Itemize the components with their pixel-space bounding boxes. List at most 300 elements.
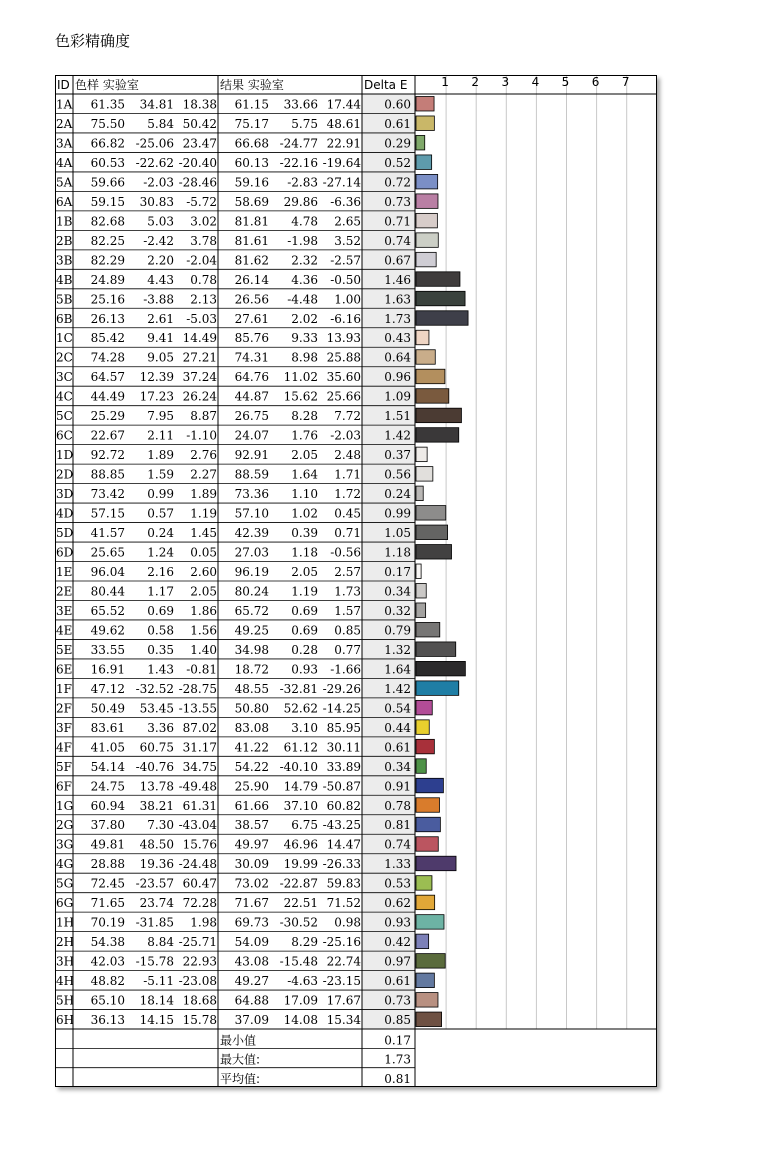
result-lab-value: 0.69 [291, 603, 318, 618]
result-lab-value: 6.75 [291, 818, 318, 833]
delta-e-value: 0.24 [384, 487, 411, 502]
delta-e-value: 0.73 [384, 194, 411, 209]
delta-e-value: 0.43 [384, 331, 411, 346]
row-id: 4A [56, 155, 73, 170]
sample-lab-value: 72.45 [90, 876, 125, 891]
sample-lab-value: 80.44 [90, 584, 125, 599]
result-lab-value: 48.55 [234, 681, 269, 696]
sample-lab-value: 27.21 [182, 350, 217, 365]
sample-lab-value: 25.29 [90, 409, 125, 424]
result-lab-value: 15.62 [283, 389, 318, 404]
delta-e-bar [416, 350, 435, 364]
sample-lab-value: -0.81 [186, 662, 217, 677]
result-lab-value: 17.44 [326, 97, 361, 112]
delta-e-bar [416, 291, 465, 305]
row-id: 1F [56, 681, 72, 696]
row-id: 2F [56, 701, 72, 716]
result-lab-value: 1.76 [291, 428, 318, 443]
delta-e-value: 1.42 [384, 681, 411, 696]
delta-e-value: 0.17 [384, 565, 411, 579]
delta-e-bar [416, 135, 425, 149]
delta-e-bar [416, 194, 438, 208]
sample-lab-value: 47.12 [90, 681, 125, 696]
sample-lab-value: 1.89 [147, 448, 174, 463]
sample-lab-value: 38.21 [139, 798, 174, 813]
row-id: 5B [56, 292, 73, 307]
sample-lab-value: 9.41 [147, 331, 174, 346]
row-id: 6E [56, 662, 73, 677]
result-lab-value: 25.90 [234, 779, 269, 794]
delta-e-bar [416, 545, 452, 559]
delta-e-bar [416, 467, 433, 481]
sample-lab-value: -3.88 [143, 292, 174, 307]
result-lab-value: -1.66 [330, 662, 361, 677]
sample-lab-value: 54.38 [90, 935, 125, 950]
sample-lab-value: 65.10 [90, 993, 125, 1008]
delta-e-bar [416, 798, 439, 812]
delta-e-bar [416, 233, 438, 247]
summary-label: 平均值: [220, 1072, 261, 1086]
sample-lab-value: 82.29 [90, 253, 125, 268]
sample-lab-value: 12.39 [139, 370, 174, 385]
row-id: 3F [56, 720, 72, 735]
result-lab-value: -29.26 [322, 681, 361, 696]
sample-lab-value: -28.46 [178, 175, 217, 190]
result-lab-value: 7.72 [334, 409, 361, 424]
delta-e-value: 0.96 [384, 370, 411, 385]
delta-e-bar [416, 817, 440, 831]
delta-e-bar [416, 837, 438, 851]
result-lab-value: 52.62 [283, 701, 318, 716]
delta-e-bar [416, 1012, 442, 1026]
result-lab-value: 69.73 [234, 915, 269, 930]
delta-e-value: 0.61 [384, 116, 411, 131]
sample-lab-value: 3.78 [190, 233, 217, 248]
tick-label: 2 [471, 75, 480, 89]
sample-lab-value: -2.03 [143, 175, 174, 190]
row-id: 5D [56, 526, 74, 541]
sample-lab-value: 2.61 [147, 311, 174, 326]
sample-lab-value: 0.05 [190, 545, 217, 560]
result-lab-value: 1.10 [291, 487, 318, 502]
sample-lab-value: 22.93 [182, 954, 217, 969]
result-lab-value: 42.39 [234, 526, 269, 541]
delta-e-value: 0.97 [384, 954, 411, 969]
result-lab-value: 22.51 [283, 896, 318, 911]
row-id: 2C [56, 350, 73, 365]
delta-e-bar [416, 408, 461, 422]
delta-e-bar [416, 428, 459, 442]
sample-lab-value: 96.04 [90, 565, 125, 579]
sample-lab-value: 15.78 [182, 1013, 217, 1028]
result-lab-value: 25.66 [326, 389, 361, 404]
sample-lab-value: 2.20 [147, 253, 174, 268]
row-id: 5A [56, 175, 73, 190]
delta-e-bar [416, 252, 436, 266]
delta-e-value: 0.85 [384, 1013, 411, 1028]
result-lab-value: 64.88 [234, 993, 269, 1008]
delta-e-value: 1.64 [384, 662, 411, 677]
sample-lab-value: 92.72 [90, 448, 125, 463]
result-lab-value: 15.34 [326, 1013, 361, 1028]
sample-lab-value: -23.57 [135, 876, 174, 891]
result-lab-value: -22.87 [279, 876, 318, 891]
result-lab-value: 85.76 [234, 331, 269, 346]
sample-lab-value: 36.13 [90, 1013, 125, 1028]
sample-lab-value: 8.87 [190, 409, 217, 424]
result-lab-value: 0.28 [291, 642, 318, 657]
result-lab-value: 64.76 [234, 370, 269, 385]
result-lab-value: 81.62 [234, 253, 269, 268]
delta-e-bar [416, 330, 429, 344]
result-lab-value: 8.98 [291, 350, 318, 365]
sample-lab-value: -25.06 [135, 136, 174, 151]
result-lab-value: 4.78 [291, 214, 318, 229]
delta-e-value: 0.91 [384, 779, 411, 794]
sample-lab-value: -24.48 [178, 857, 217, 872]
result-lab-value: 2.57 [334, 565, 361, 579]
result-lab-value: 29.86 [283, 194, 318, 209]
result-lab-value: 27.03 [234, 545, 269, 560]
header-result: 结果 实验室 [220, 78, 284, 92]
sample-lab-value: 7.95 [147, 409, 174, 424]
sample-lab-value: -5.72 [186, 194, 217, 209]
result-lab-value: 17.09 [283, 993, 318, 1008]
row-id: 1E [56, 565, 73, 579]
sample-lab-value: 60.53 [90, 155, 125, 170]
sample-lab-value: -43.04 [178, 818, 217, 833]
delta-e-bar [416, 973, 434, 987]
sample-lab-value: 18.14 [139, 993, 174, 1008]
delta-e-bar [416, 155, 432, 169]
result-lab-value: 26.75 [234, 409, 269, 424]
row-id: 1D [56, 448, 74, 463]
result-lab-value: 73.36 [234, 487, 269, 502]
result-lab-value: -25.16 [322, 935, 361, 950]
sample-lab-value: 53.45 [139, 701, 174, 716]
row-id: 6B [56, 311, 73, 326]
row-id: 1A [56, 97, 73, 112]
delta-e-value: 0.71 [384, 214, 411, 229]
sample-lab-value: 15.76 [182, 837, 217, 852]
result-lab-value: -23.15 [322, 974, 361, 989]
result-lab-value: 3.10 [291, 720, 318, 735]
result-lab-value: 1.72 [334, 487, 361, 502]
result-lab-value: 0.39 [291, 526, 318, 541]
row-id: 4G [56, 857, 74, 872]
result-lab-value: 27.61 [234, 311, 269, 326]
row-id: 2D [56, 467, 74, 482]
row-id: 3G [56, 837, 74, 852]
tick-label: 1 [441, 75, 449, 89]
result-lab-value: 0.71 [334, 526, 361, 541]
result-lab-value: 2.48 [334, 448, 361, 463]
row-id: 6F [56, 779, 72, 794]
sample-lab-value: 25.16 [90, 292, 125, 307]
result-lab-value: -0.56 [330, 545, 361, 560]
delta-e-bar [416, 720, 429, 734]
delta-e-value: 0.34 [384, 584, 411, 599]
result-lab-value: -4.48 [287, 292, 318, 307]
sample-lab-value: -1.10 [186, 428, 217, 443]
result-lab-value: 25.88 [326, 350, 361, 365]
result-lab-value: 0.45 [334, 506, 361, 521]
result-lab-value: 50.80 [234, 701, 269, 716]
row-id: 2B [56, 233, 73, 248]
result-lab-value: 30.11 [326, 740, 361, 755]
row-id: 3B [56, 253, 73, 268]
result-lab-value: -30.52 [279, 915, 318, 930]
sample-lab-value: 85.42 [90, 331, 125, 346]
result-lab-value: 59.83 [326, 876, 361, 891]
delta-e-value: 1.32 [384, 642, 411, 657]
sample-lab-value: 16.91 [90, 662, 125, 677]
delta-e-bar [416, 389, 449, 403]
sample-lab-value: 2.16 [147, 565, 174, 579]
delta-e-bar [416, 213, 437, 227]
result-lab-value: 59.16 [234, 175, 269, 190]
delta-e-bar [416, 603, 426, 617]
result-lab-value: 66.68 [234, 136, 269, 151]
sample-lab-value: -5.11 [143, 974, 174, 989]
header-delta: Delta E [364, 78, 408, 92]
sample-lab-value: 75.50 [90, 116, 125, 131]
sample-lab-value: -20.40 [178, 155, 217, 170]
sample-lab-value: 48.50 [139, 837, 174, 852]
result-lab-value: 2.02 [291, 311, 318, 326]
tick-label: 3 [501, 75, 510, 89]
result-lab-value: 44.87 [234, 389, 269, 404]
sample-lab-value: 61.35 [90, 97, 125, 112]
sample-lab-value: 1.19 [190, 506, 217, 521]
row-id: 3H [56, 954, 75, 969]
sample-lab-value: 66.82 [90, 136, 125, 151]
result-lab-value: 24.07 [234, 428, 269, 443]
result-lab-value: 3.52 [334, 233, 361, 248]
sample-lab-value: 5.03 [147, 214, 174, 229]
delta-e-value: 1.46 [384, 272, 411, 287]
result-lab-value: 65.72 [234, 603, 269, 618]
row-id: 4E [56, 623, 73, 638]
delta-e-bar [416, 97, 434, 111]
row-id: 4D [56, 506, 74, 521]
result-lab-value: 37.10 [283, 798, 318, 813]
sample-lab-value: 54.14 [90, 759, 125, 774]
result-lab-value: 1.73 [334, 584, 361, 599]
summary-value: 1.73 [384, 1052, 411, 1067]
sample-lab-value: -28.75 [178, 681, 217, 696]
sample-lab-value: 50.49 [90, 701, 125, 716]
result-lab-value: 2.05 [291, 565, 318, 579]
sample-lab-value: 44.49 [90, 389, 125, 404]
result-lab-value: -24.77 [279, 136, 318, 151]
result-lab-value: 14.08 [283, 1013, 318, 1028]
result-lab-value: 57.10 [234, 506, 269, 521]
sample-lab-value: -31.85 [135, 915, 174, 930]
row-id: 3D [56, 487, 74, 502]
delta-e-value: 0.73 [384, 993, 411, 1008]
row-id: 1C [56, 331, 73, 346]
sample-lab-value: 37.24 [182, 370, 217, 385]
sample-lab-value: 34.81 [139, 97, 174, 112]
header-sample: 色样 实验室 [75, 78, 139, 92]
result-lab-value: 11.02 [283, 370, 318, 385]
sample-lab-value: 19.36 [139, 857, 174, 872]
result-lab-value: 1.18 [291, 545, 318, 560]
sample-lab-value: 3.36 [147, 720, 174, 735]
row-id: 1H [56, 915, 75, 930]
sample-lab-value: 0.35 [147, 642, 174, 657]
result-lab-value: 46.96 [283, 837, 318, 852]
sample-lab-value: 60.75 [139, 740, 174, 755]
sample-lab-value: 33.55 [90, 642, 125, 657]
delta-e-value: 0.56 [384, 467, 411, 482]
sample-lab-value: 17.23 [139, 389, 174, 404]
sample-lab-value: 1.86 [190, 603, 217, 618]
delta-e-value: 0.74 [384, 233, 411, 248]
result-lab-value: 58.69 [234, 194, 269, 209]
delta-e-value: 1.42 [384, 428, 411, 443]
result-lab-value: 33.66 [283, 97, 318, 112]
result-lab-value: 41.22 [234, 740, 269, 755]
result-lab-value: -2.57 [330, 253, 361, 268]
sample-lab-value: 26.13 [90, 311, 125, 326]
result-lab-value: 13.93 [326, 331, 361, 346]
delta-e-bar [416, 174, 438, 188]
sample-lab-value: 28.88 [90, 857, 125, 872]
delta-e-value: 0.81 [384, 818, 411, 833]
delta-e-bar [416, 486, 423, 500]
row-id: 2H [56, 935, 75, 950]
delta-e-bar [416, 876, 432, 890]
delta-e-bar [416, 856, 456, 870]
row-id: 6D [56, 545, 74, 560]
delta-e-value: 1.73 [384, 311, 411, 326]
sample-lab-value: 1.45 [190, 526, 217, 541]
delta-e-value: 0.32 [384, 603, 411, 618]
result-lab-value: 0.98 [334, 915, 361, 930]
row-id: 5G [56, 876, 74, 891]
result-lab-value: 54.09 [234, 935, 269, 950]
sample-lab-value: 22.67 [90, 428, 125, 443]
delta-e-bar [416, 934, 429, 948]
sample-lab-value: 1.40 [190, 642, 217, 657]
result-lab-value: 1.64 [291, 467, 318, 482]
result-lab-value: 1.57 [334, 603, 361, 618]
delta-e-bar [416, 681, 459, 695]
result-lab-value: 61.66 [234, 798, 269, 813]
delta-e-value: 0.64 [384, 350, 411, 365]
result-lab-value: -6.16 [330, 311, 361, 326]
sample-lab-value: -49.48 [178, 779, 217, 794]
result-lab-value: -43.25 [322, 818, 361, 833]
result-lab-value: 96.19 [234, 565, 269, 579]
result-lab-value: 34.98 [234, 642, 269, 657]
sample-lab-value: 4.43 [147, 272, 174, 287]
delta-e-value: 0.34 [384, 759, 411, 774]
sample-lab-value: 49.62 [90, 623, 125, 638]
result-lab-value: 30.09 [234, 857, 269, 872]
row-id: 6H [56, 1013, 75, 1028]
tick-label: 5 [561, 75, 570, 89]
delta-e-bar [416, 778, 443, 792]
result-lab-value: -6.36 [330, 194, 361, 209]
result-lab-value: 1.19 [291, 584, 318, 599]
result-lab-value: 73.02 [234, 876, 269, 891]
sample-lab-value: -22.62 [135, 155, 174, 170]
result-lab-value: 49.25 [234, 623, 269, 638]
delta-e-bar [416, 564, 421, 578]
result-lab-value: 48.61 [326, 116, 361, 131]
result-lab-value: -1.98 [287, 233, 318, 248]
sample-lab-value: 42.03 [90, 954, 125, 969]
delta-e-value: 0.78 [384, 798, 411, 813]
tick-label: 7 [621, 75, 630, 89]
result-lab-value: 8.29 [291, 935, 318, 950]
sample-lab-value: 0.99 [147, 487, 174, 502]
result-lab-value: 60.82 [326, 798, 361, 813]
sample-lab-value: 41.05 [90, 740, 125, 755]
sample-lab-value: 64.57 [90, 370, 125, 385]
delta-e-value: 0.44 [384, 720, 411, 735]
delta-e-value: 1.63 [384, 292, 411, 307]
row-id: 2A [56, 116, 73, 131]
page-title: 色彩精确度 [55, 33, 131, 50]
sample-lab-value: 26.24 [182, 389, 217, 404]
sample-lab-value: -32.52 [135, 681, 174, 696]
row-id: 4F [56, 740, 72, 755]
sample-lab-value: 60.47 [182, 876, 217, 891]
sample-lab-value: 2.11 [147, 428, 174, 443]
sample-lab-value: 18.68 [182, 993, 217, 1008]
sample-lab-value: 1.24 [147, 545, 174, 560]
result-lab-value: -14.25 [322, 701, 361, 716]
result-lab-value: -2.83 [287, 175, 318, 190]
sample-lab-value: 24.89 [90, 272, 125, 287]
result-lab-value: 14.47 [326, 837, 361, 852]
delta-e-value: 1.51 [384, 409, 411, 424]
header-id: ID [57, 78, 70, 92]
summary-label: 最大值: [220, 1052, 261, 1067]
sample-lab-value: 0.69 [147, 603, 174, 618]
sample-lab-value: 2.76 [190, 448, 217, 463]
delta-e-value: 0.53 [384, 876, 411, 891]
delta-e-bar [416, 739, 434, 753]
result-lab-value: -0.50 [330, 272, 361, 287]
delta-e-bar [416, 993, 438, 1007]
sample-lab-value: 57.15 [90, 506, 125, 521]
delta-e-value: 1.09 [384, 389, 411, 404]
result-lab-value: -4.63 [287, 974, 318, 989]
result-lab-value: 37.09 [234, 1013, 269, 1028]
sample-lab-value: -15.78 [135, 954, 174, 969]
sample-lab-value: 74.28 [90, 350, 125, 365]
delta-e-value: 0.60 [384, 97, 411, 112]
sample-lab-value: 41.57 [90, 526, 125, 541]
row-id: 5F [56, 759, 72, 774]
delta-e-value: 0.37 [384, 448, 411, 463]
result-lab-value: 49.97 [234, 837, 269, 852]
delta-e-value: 1.18 [384, 545, 411, 560]
result-lab-value: 19.99 [283, 857, 318, 872]
delta-e-bar [416, 661, 465, 675]
result-lab-value: 83.08 [234, 720, 269, 735]
sample-lab-value: 1.17 [147, 584, 174, 599]
result-lab-value: 2.05 [291, 448, 318, 463]
result-lab-value: 26.56 [234, 292, 269, 307]
result-lab-value: 26.14 [234, 272, 269, 287]
row-id: 2G [56, 818, 74, 833]
